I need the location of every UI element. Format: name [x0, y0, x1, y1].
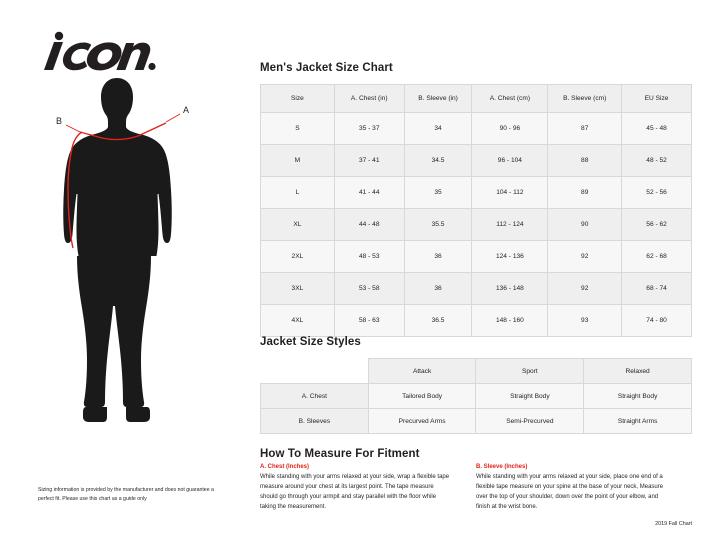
styles-col-sport: Sport: [476, 359, 584, 384]
styles-row-label-chest: A. Chest: [261, 384, 369, 409]
cell-sleeve-in: 36: [404, 273, 472, 305]
cell-eu-size: 56 - 62: [622, 209, 692, 241]
table-row: [261, 305, 692, 337]
left-panel: [0, 0, 250, 540]
styles-cell: Straight Body: [476, 384, 584, 409]
jacket-size-styles-table: [260, 358, 692, 434]
styles-col-attack: Attack: [368, 359, 476, 384]
icon-brand-logo: [38, 30, 158, 74]
cell-chest-in: 48 - 53: [334, 241, 404, 273]
mens-jacket-size-table: [260, 84, 692, 337]
styles-cell: Straight Body: [584, 384, 692, 409]
measure-chest-block: [260, 464, 450, 512]
table-row: [261, 177, 692, 209]
cell-size: XL: [261, 209, 335, 241]
cell-size: S: [261, 113, 335, 145]
cell-sleeve-in: 34: [404, 113, 472, 145]
styles-cell: Straight Arms: [584, 409, 692, 434]
measure-sleeve-heading: B. Sleeve (Inches): [476, 464, 528, 470]
col-header-chest-in: A. Chest (in): [334, 85, 404, 113]
cell-size: 3XL: [261, 273, 335, 305]
col-header-chest-cm: A. Chest (cm): [472, 85, 548, 113]
figure-label-a: A: [183, 105, 190, 115]
size-chart-title: Men's Jacket Size Chart: [260, 62, 393, 74]
cell-chest-cm: 90 - 96: [472, 113, 548, 145]
cell-chest-in: 53 - 58: [334, 273, 404, 305]
measure-sleeve-block: [476, 464, 666, 512]
cell-sleeve-cm: 92: [548, 273, 622, 305]
table-header-row: [261, 85, 692, 113]
measure-sleeve-text: While standing with your arms relaxed at your side, place one end of a flexible tape measure on your spine at the base of your neck, Measure over the top of your shoulder, down over the point of your elbow, and finish at the wrist bone.: [476, 474, 664, 511]
cell-sleeve-cm: 92: [548, 241, 622, 273]
cell-chest-in: 41 - 44: [334, 177, 404, 209]
body-measurement-figure: [20, 70, 235, 440]
col-header-size: Size: [261, 85, 335, 113]
chart-version-note: 2019 Fall Chart: [655, 521, 692, 527]
cell-chest-cm: 148 - 160: [472, 305, 548, 337]
cell-size: 4XL: [261, 305, 335, 337]
cell-sleeve-in: 35.5: [404, 209, 472, 241]
cell-eu-size: 62 - 68: [622, 241, 692, 273]
cell-chest-cm: 112 - 124: [472, 209, 548, 241]
cell-sleeve-in: 36: [404, 241, 472, 273]
cell-chest-cm: 104 - 112: [472, 177, 548, 209]
col-header-sleeve-in: B. Sleeve (in): [404, 85, 472, 113]
cell-eu-size: 45 - 48: [622, 113, 692, 145]
cell-sleeve-cm: 87: [548, 113, 622, 145]
styles-col-relaxed: Relaxed: [584, 359, 692, 384]
table-row: [261, 241, 692, 273]
cell-chest-in: 35 - 37: [334, 113, 404, 145]
cell-size: L: [261, 177, 335, 209]
cell-size: M: [261, 145, 335, 177]
table-row: [261, 273, 692, 305]
sizing-disclaimer: Sizing information is provided by the manufacturer and does not guarantee a perfect fit. Please use this chart as a guide only: [38, 487, 214, 502]
cell-eu-size: 68 - 74: [622, 273, 692, 305]
cell-chest-in: 37 - 41: [334, 145, 404, 177]
table-row: [261, 409, 692, 434]
table-row: [261, 113, 692, 145]
cell-sleeve-in: 35: [404, 177, 472, 209]
table-row: [261, 384, 692, 409]
cell-eu-size: 52 - 56: [622, 177, 692, 209]
table-row: [261, 209, 692, 241]
measure-chest-text: While standing with your arms relaxed at your side, wrap a flexible tape measure around your chest at its largest point. The tape measure should go through your armpit and stay parallel with the floor while taking the measurement.: [260, 474, 450, 511]
cell-eu-size: 74 - 80: [622, 305, 692, 337]
measure-chest-heading: A. Chest (Inches): [260, 464, 310, 470]
cell-chest-cm: 124 - 136: [472, 241, 548, 273]
styles-header-row: [261, 359, 692, 384]
cell-size: 2XL: [261, 241, 335, 273]
styles-cell: Precurved Arms: [368, 409, 476, 434]
cell-chest-cm: 96 - 104: [472, 145, 548, 177]
styles-cell: Semi-Precurved: [476, 409, 584, 434]
cell-sleeve-cm: 90: [548, 209, 622, 241]
cell-sleeve-in: 34.5: [404, 145, 472, 177]
cell-chest-cm: 136 - 148: [472, 273, 548, 305]
cell-sleeve-cm: 88: [548, 145, 622, 177]
col-header-sleeve-cm: B. Sleeve (cm): [548, 85, 622, 113]
cell-sleeve-in: 36.5: [404, 305, 472, 337]
right-panel: [260, 0, 692, 540]
jacket-size-styles-title: Jacket Size Styles: [260, 336, 361, 348]
styles-corner-cell: [261, 359, 369, 384]
cell-sleeve-cm: 89: [548, 177, 622, 209]
styles-row-label-sleeves: B. Sleeves: [261, 409, 369, 434]
cell-eu-size: 48 - 52: [622, 145, 692, 177]
figure-label-b: B: [56, 116, 63, 126]
cell-chest-in: 44 - 48: [334, 209, 404, 241]
how-to-measure-title: How To Measure For Fitment: [260, 448, 420, 460]
cell-chest-in: 58 - 63: [334, 305, 404, 337]
table-row: [261, 145, 692, 177]
cell-sleeve-cm: 93: [548, 305, 622, 337]
how-to-measure-section: [260, 464, 692, 512]
col-header-eu-size: EU Size: [622, 85, 692, 113]
styles-cell: Tailored Body: [368, 384, 476, 409]
